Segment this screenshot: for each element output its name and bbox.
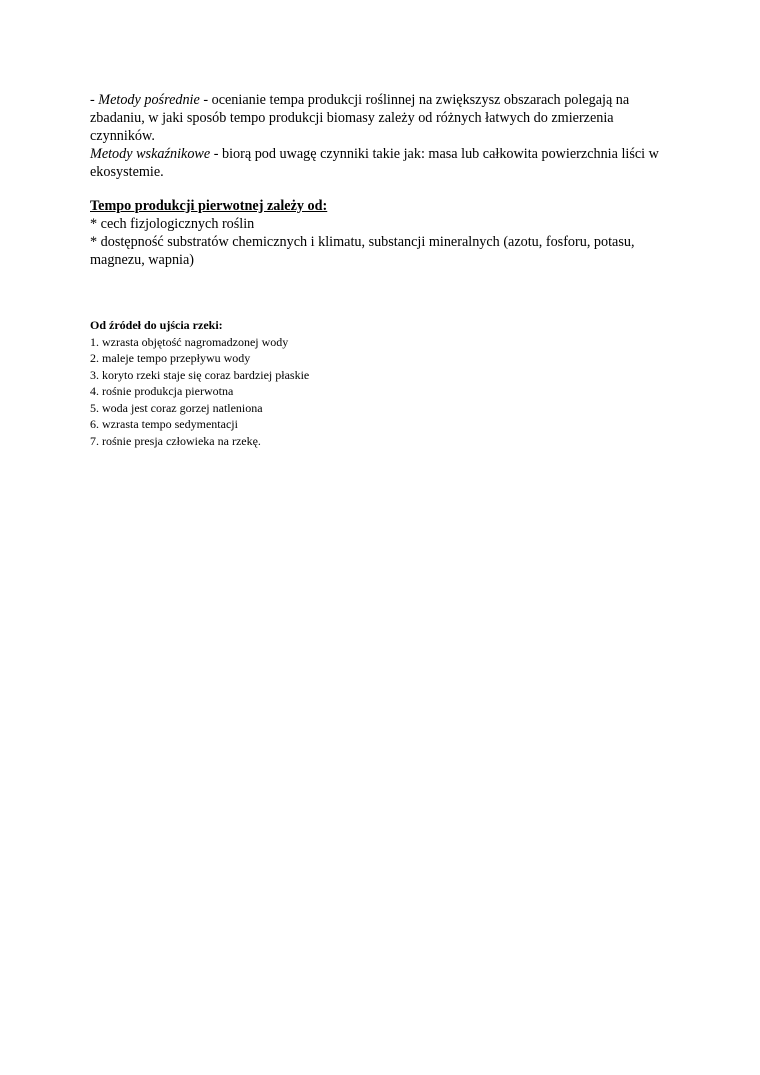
indirect-methods-text: - ocenianie tempa produkcji roślinnej na zwiększysz obszarach polegają na zbadaniu, w jaki sposób tempo produkcji biomasy zależy od różnych łatwych do zmierzenia czynników.	[90, 92, 630, 144]
list-item: 7. rośnie presja człowieka na rzekę.	[90, 433, 261, 448]
indirect-methods-term: Metody pośrednie	[98, 92, 200, 108]
list-item: 5. woda jest coraz gorzej natleniona	[90, 400, 263, 415]
river-list	[90, 334, 590, 450]
tempo-item: * dostępność substratów chemicznych i klimatu, substancji mineralnych (azotu, fosforu, potasu, magnezu, wapnia)	[90, 234, 635, 268]
indicator-methods-text: - biorą pod uwagę czynniki takie jak: masa lub całkowita powierzchnia liści w ekosystemie.	[90, 146, 659, 180]
list-item: 2. maleje tempo przepływu wody	[90, 351, 251, 365]
list-item: 4. rośnie produkcja pierwotna	[90, 384, 234, 398]
indicator-methods-paragraph	[90, 145, 680, 181]
list-item: 1. wzrasta objętość nagromadzonej wody	[90, 334, 289, 349]
tempo-section	[90, 197, 690, 269]
list-item: 6. wzrasta tempo sedymentacji	[90, 417, 238, 431]
list-item: 3. koryto rzeki staje się coraz bardziej płaskie	[90, 367, 310, 382]
indirect-prefix: -	[90, 92, 99, 108]
river-heading: Od źródeł do ujścia rzeki:	[90, 318, 223, 332]
tempo-heading: Tempo produkcji pierwotnej zależy od:	[90, 198, 328, 214]
river-section	[90, 317, 590, 449]
indirect-methods-paragraph	[90, 91, 680, 145]
methods-section	[90, 91, 680, 181]
tempo-item: * cech fizjologicznych roślin	[90, 216, 255, 232]
indicator-methods-term: Metody wskaźnikowe	[90, 146, 211, 162]
